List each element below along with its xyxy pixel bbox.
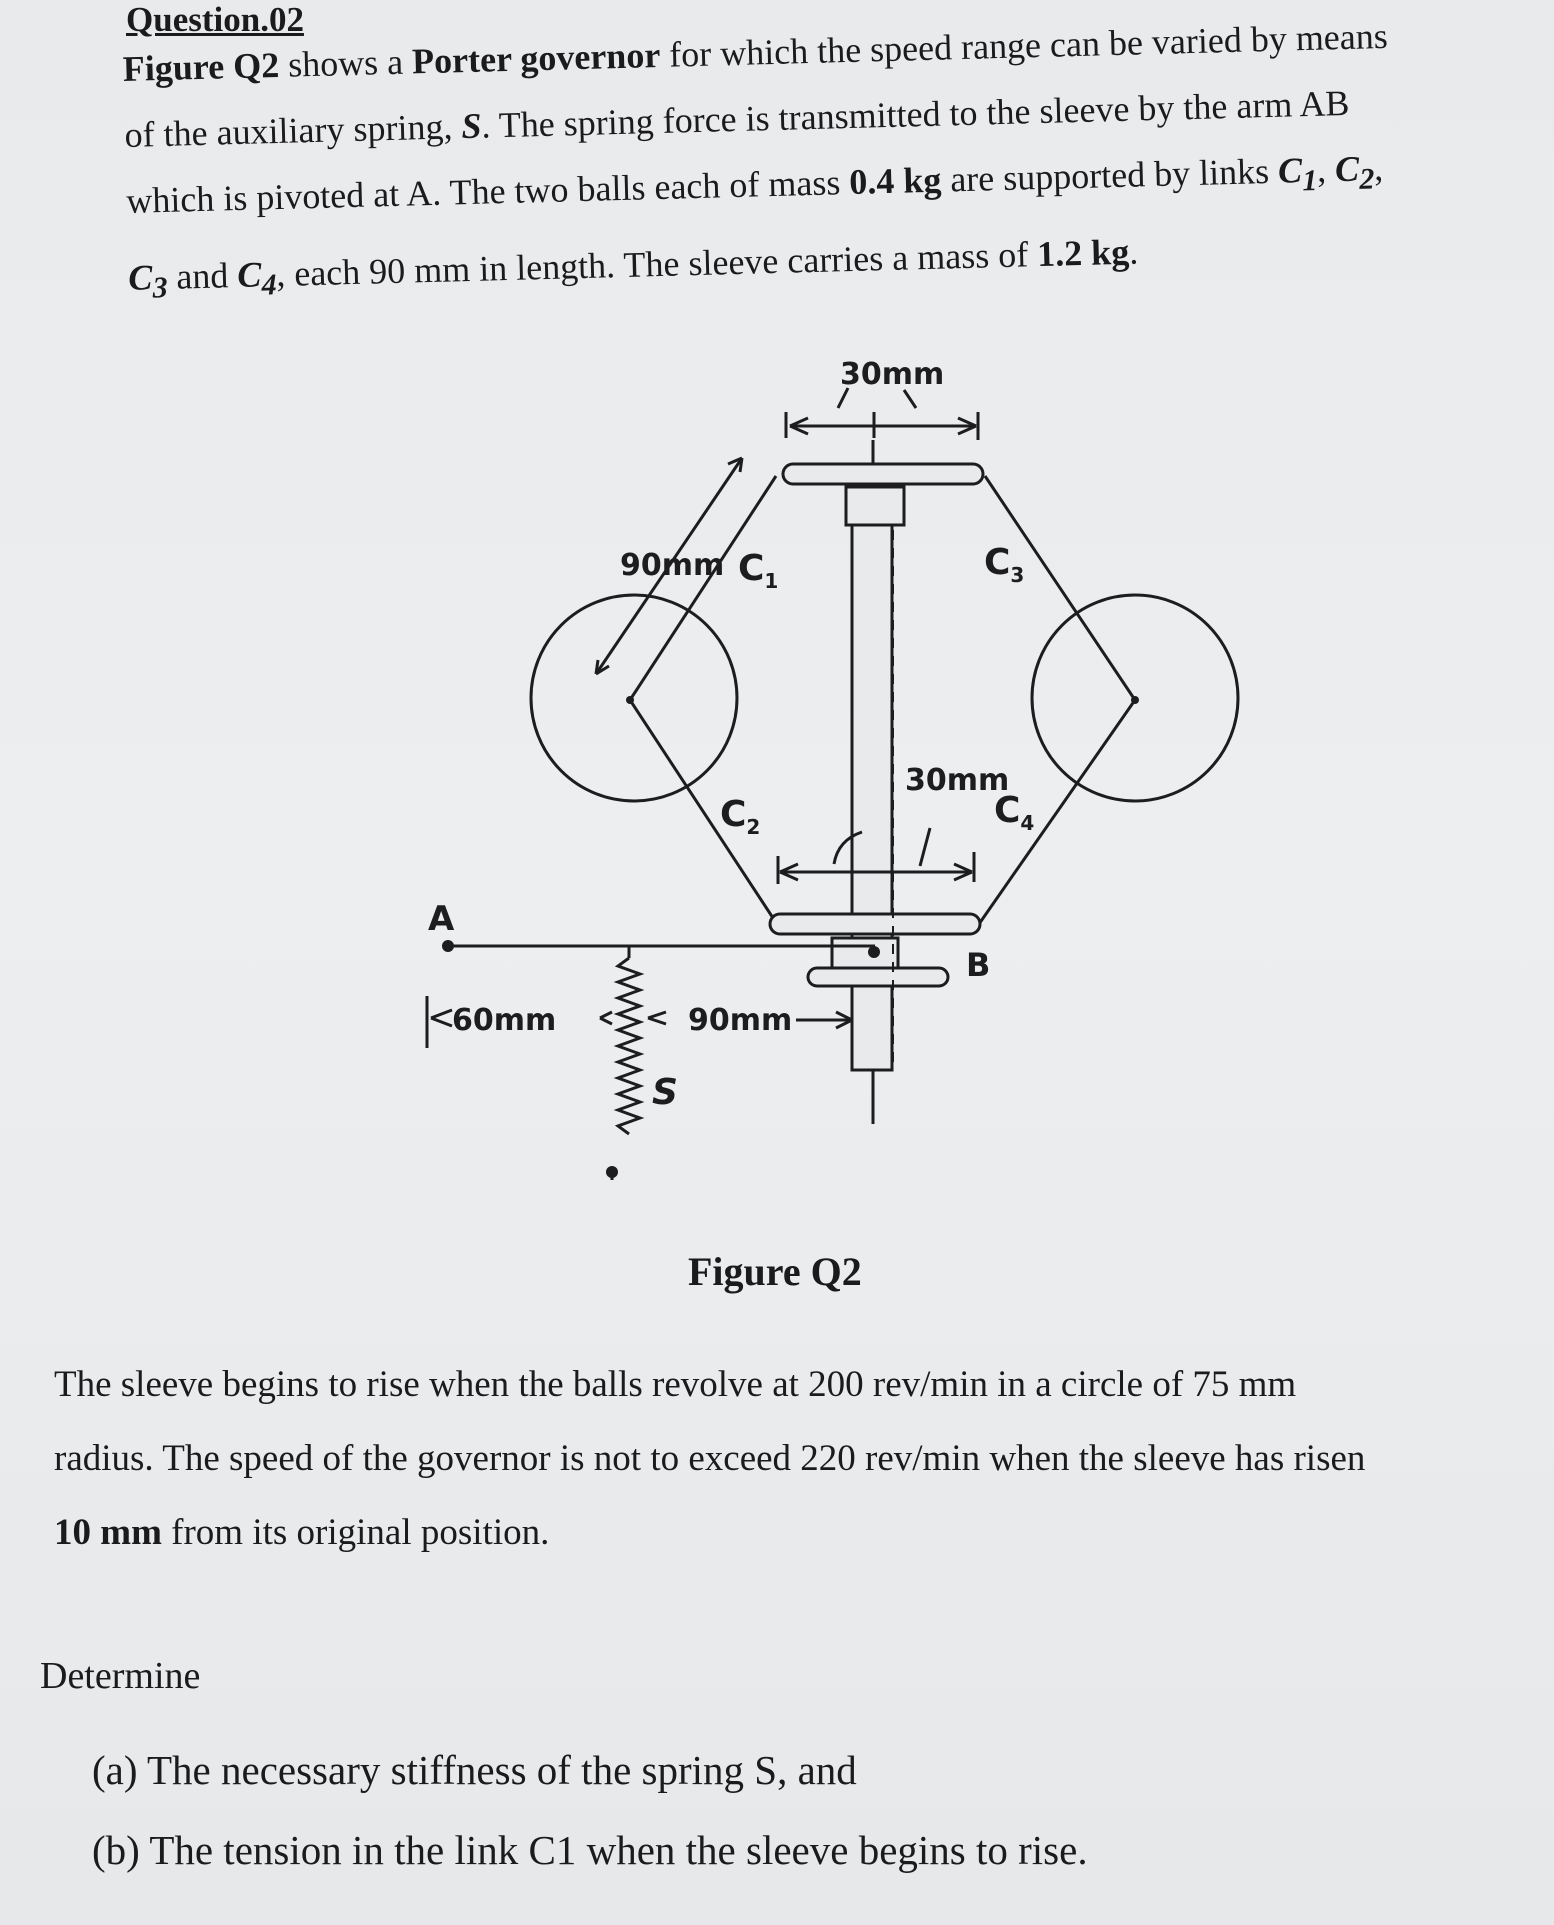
dim-left-60mm: 60mm (452, 1003, 557, 1038)
dim-right-90mm: 90mm (688, 1003, 793, 1038)
label-a: A (428, 899, 455, 939)
left-ball (531, 595, 737, 801)
task-list (92, 1730, 1088, 1890)
link-c2 (630, 700, 773, 918)
ball-mass: 0.4 kg (848, 159, 942, 203)
top-collar (846, 487, 904, 525)
intro-line-2: of the auxiliary spring, S. The spring force is transmitted to the sleeve by the arm AB (124, 82, 1350, 155)
sleeve-stem (852, 986, 892, 1070)
question-title: Question.02 (126, 0, 304, 39)
conditions-line-3: 10 mm from its original position. (54, 1512, 550, 1553)
label-c4: $C_4$ (994, 790, 1035, 835)
spring-s (618, 958, 640, 1134)
label-s: S (652, 1072, 678, 1113)
sleeve-rise: 10 mm (54, 1512, 162, 1553)
question-intro (122, 0, 1499, 322)
conditions-line-1: The sleeve begins to rise when the balls revolve at 200 rev/min in a circle of 75 mm (54, 1364, 1297, 1405)
spring-anchor (606, 1166, 618, 1178)
task-b: (b) The tension in the link C1 when the sleeve begins to rise. (92, 1827, 1088, 1873)
conditions-line-2: radius. The speed of the governor is not to exceed 220 rev/min when the sleeve has risen (54, 1438, 1366, 1479)
top-crossbar (783, 464, 983, 484)
sleeve-pivot (868, 946, 880, 958)
dim-link-90mm: 90mm (620, 548, 725, 583)
sleeve-collar (808, 968, 948, 986)
label-c1: $C_1$ (738, 548, 779, 593)
porter-governor-diagram (0, 330, 1554, 1240)
figure-caption: Figure Q2 (688, 1249, 862, 1294)
task-a: (a) The necessary stiffness of the spring S, and (92, 1747, 857, 1793)
intro-line-3: which is pivoted at A. The two balls each of mass 0.4 kg are supported by links $C_1$, $C_2$, (125, 148, 1384, 221)
sleeve-mass: 1.2 kg (1036, 231, 1130, 275)
sleeve-block (832, 938, 898, 968)
pivot-a (442, 940, 454, 952)
label-c3: $C_3$ (984, 542, 1025, 587)
governor-type: Porter governor (411, 34, 661, 82)
intro-line-4: $C_3$ and $C_4$, each 90 mm in length. The sleeve carries a mass of 1.2 kg. (127, 231, 1139, 305)
figure-reference: Figure Q2 (122, 44, 280, 89)
lower-crossbar (770, 914, 980, 934)
label-b: B (966, 946, 991, 984)
dim-top-30mm: 30mm (840, 357, 945, 392)
problem-conditions (54, 1348, 1534, 1570)
label-c2: $C_2$ (720, 794, 761, 839)
determine-heading: Determine (40, 1655, 201, 1697)
intro-line-1: Figure Q2 shows a Porter governor for which the speed range can be varied by means (122, 15, 1389, 89)
link-c3 (985, 476, 1135, 700)
dim-middle-30mm: 30mm (905, 763, 1010, 798)
spring-symbol: S (460, 105, 482, 147)
